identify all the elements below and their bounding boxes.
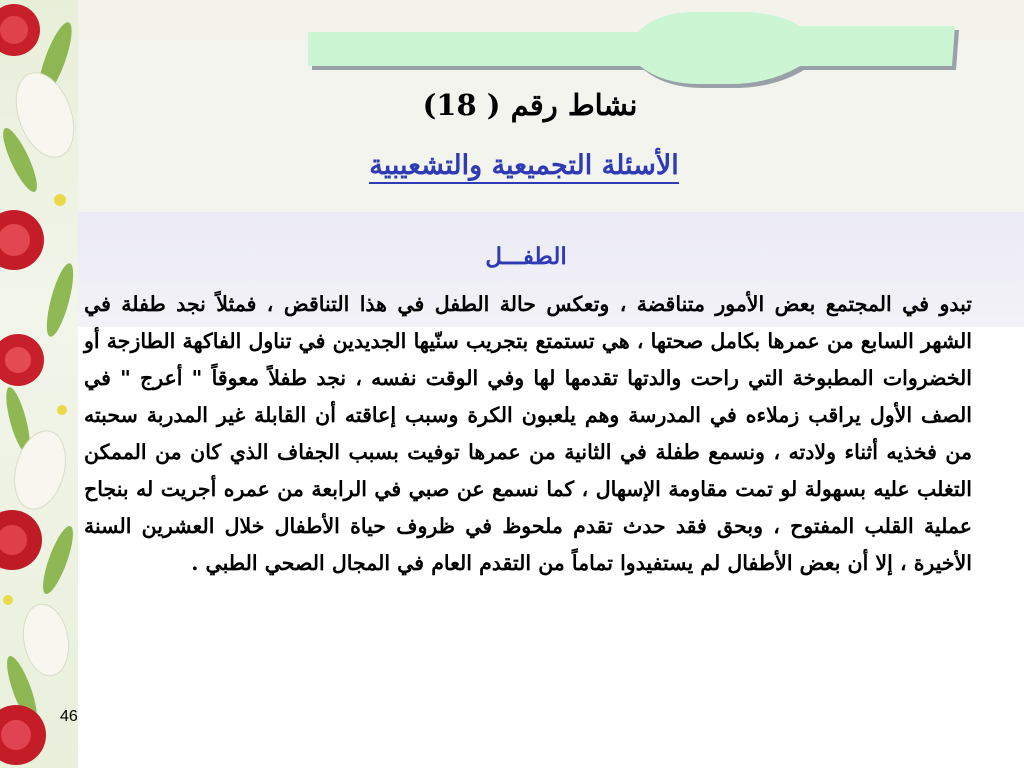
activity-title-text: نشاط رقم ( 18)	[422, 88, 638, 122]
story-heading	[0, 243, 1024, 270]
story-body: تبدو في المجتمع بعض الأمور متناقضة ، وتعكس حالة الطفل في هذا التناقض ، فمثلاً نجد طفلة في الشهر السابع من عمرها بكامل صحتها ، هي تستمتع بتجريب سنّيها الجديدين في تناول الفاكهة الطازجة أو الخضروات المطبوخة التي راحت والدتها تقدمها لها وفي الوقت نفسه ، نجد طفلاً معوقاً " أعرج " في الصف الأول يراقب زملاءه في المدرسة وهم يلعبون الكرة وسبب إعاقته أن القابلة غير المدربة سحبته من فخذيه أثناء ولادته ، ونسمع طفلة في الثانية من عمرها توفيت بسبب الجفاف الذي كان من الممكن التغلب عليه بسهولة لو تمت مقاومة الإسهال ، كما نسمع عن صبي في الرابعة من عمره أجريت له بنجاح عملية القلب المفتوح ، وبحق فقد حدث تقدم ملحوظ في ظروف حياة الأطفال خلال العشرين السنة الأخيرة ، إلا أن بعض الأطفال لم يستفيدوا تماماً من التقدم العام في المجال الصحي الطبي .	[84, 292, 972, 575]
activity-subtitle-text: الأسئلة التجميعية والتشعيبية	[369, 150, 679, 184]
page-number: 46	[60, 708, 78, 725]
story-heading-text: الطفـــل	[485, 243, 567, 270]
ribbon-banner-icon	[300, 0, 960, 90]
activity-subtitle	[0, 150, 1024, 181]
activity-title	[0, 88, 1024, 122]
